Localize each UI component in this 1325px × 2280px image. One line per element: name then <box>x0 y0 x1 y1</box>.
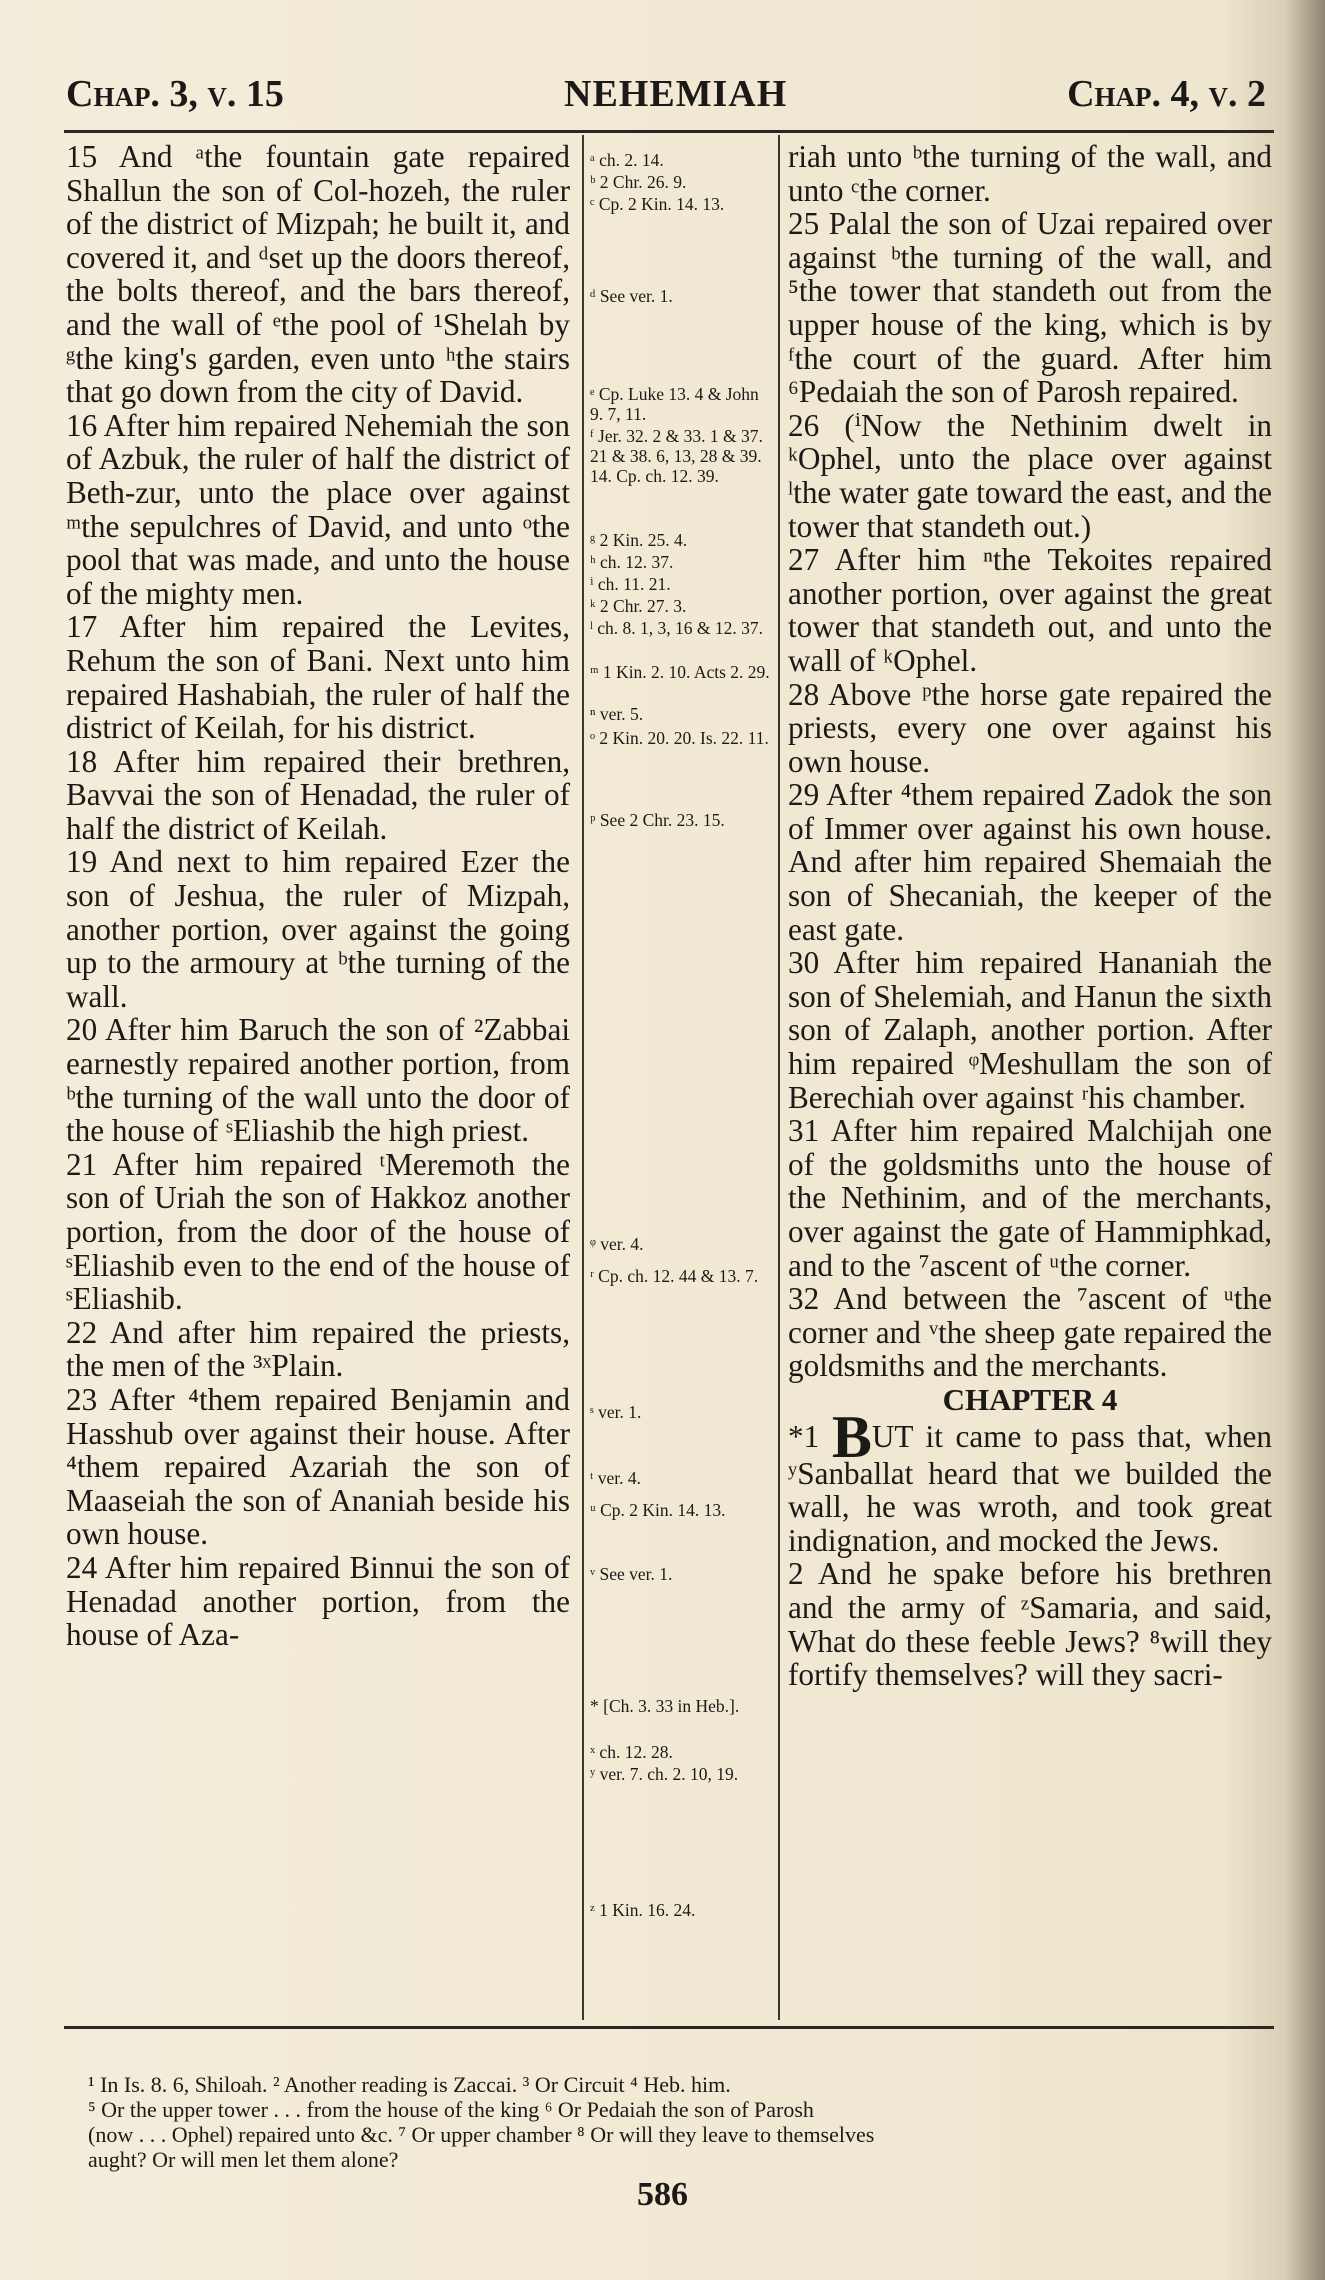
verse: 26 (ⁱNow the Nethinim dwelt in ᵏOphel, unto the place over against ˡthe water gate toward the east, and the tower that standeth out.) <box>788 407 1272 544</box>
chapter-4-verse-1: *1 BUT it came to pass that, when ʸSanballat heard that we builded the wall, he was wroth, and took great indignation, and mocked the Jews. <box>788 1403 1272 1558</box>
margin-note: ᵐ 1 Kin. 2. 10. Acts 2. 29. <box>590 662 770 682</box>
margin-note: ᵘ Cp. 2 Kin. 14. 13. <box>590 1500 726 1520</box>
margin-note: ᵖ See 2 Chr. 23. 15. <box>590 810 725 830</box>
margin-note: * [Ch. 3. 33 in Heb.]. <box>590 1696 740 1716</box>
margin-note: ʰ ch. 12. 37. <box>590 552 674 572</box>
right-text-column <box>788 140 1272 1692</box>
verse: riah unto ᵇthe turning of the wall, and unto ᶜthe corner. <box>788 139 1272 208</box>
margin-note: ᵉ Cp. Luke 13. 4 & John 9. 7, 11. <box>590 384 759 424</box>
header-right: Chap. 4, v. 2 <box>1067 73 1266 115</box>
margin-note: ᵃ ch. 2. 14. <box>590 150 664 170</box>
margin-note: ᵠ ver. 4. <box>590 1234 644 1254</box>
footnotes <box>88 2072 1276 2172</box>
left-text-column <box>66 140 570 1652</box>
margin-note: ˡ ch. 8. 1, 3, 16 & 12. 37. <box>590 618 764 638</box>
margin-note: ᵗ ver. 4. <box>590 1468 641 1488</box>
margin-note: ᶻ 1 Kin. 16. 24. <box>590 1900 696 1920</box>
footnote-line: ⁵ Or the upper tower . . . from the house of the king ⁶ Or Pedaiah the son of Parosh <box>88 2097 814 2122</box>
verse: 22 And after him repaired the priests, the men of the ³ˣPlain. <box>66 1314 570 1384</box>
verse: 24 After him repaired Binnui the son of Henadad another portion, from the house of Aza- <box>66 1549 570 1653</box>
margin-note: ᵛ See ver. 1. <box>590 1564 673 1584</box>
verse: 30 After him repaired Hananiah the son of Shelemiah, and Hanun the sixth son of Zalaph, another portion. After him repaired ᵠMeshullam the son of Berechiah over against ʳhis chamber. <box>788 945 1272 1115</box>
header-book-title: NEHEMIAH <box>564 73 788 115</box>
footnote-line: (now . . . Ophel) repaired unto &c. ⁷ Or upper chamber ⁸ Or will they leave to themselves <box>88 2122 875 2147</box>
margin-note: ᵈ See ver. 1. <box>590 286 673 306</box>
verse: 21 After him repaired ᵗMeremoth the son of Uriah the son of Hakkoz another portion, from the door of the house of ˢEliashib even to the end of the house of ˢEliashib. <box>66 1146 570 1317</box>
verse: 18 After him repaired their brethren, Bavvai the son of Henadad, the ruler of half the district of Keilah. <box>66 743 570 846</box>
header-left: Chap. 3, v. 15 <box>66 73 284 115</box>
margin-note: ᵏ 2 Chr. 27. 3. <box>590 596 687 616</box>
margin-note: ᵒ 2 Kin. 20. 20. Is. 22. 11. <box>590 728 769 748</box>
verse: 27 After him ⁿthe Tekoites repaired another portion, over against the great tower that standeth out, and unto the wall of ᵏOphel. <box>788 542 1272 678</box>
drop-cap: B <box>831 1403 872 1470</box>
margin-note: ʸ ver. 7. ch. 2. 10, 19. <box>590 1764 739 1784</box>
footnote-line: aught? Or will men let them alone? <box>88 2147 399 2172</box>
page-number: 586 <box>637 2176 688 2213</box>
margin-note: ᶠ Jer. 32. 2 & 33. 1 & 37. 21 & 38. 6, 13, 28 & 39. 14. Cp. ch. 12. 39. <box>590 426 763 486</box>
margin-note: ˣ ch. 12. 28. <box>590 1742 673 1762</box>
column-divider-left <box>582 135 584 2020</box>
margin-note: ᶜ Cp. 2 Kin. 14. 13. <box>590 194 725 214</box>
verse: 15 And ᵃthe fountain gate repaired Shallun the son of Col-hozeh, the ruler of the district of Mizpah; he built it, and covered it, and ᵈset up the doors thereof, the bolts thereof, and the bars thereof, and the wall of ᵉthe pool of ¹Shelah by ᵍthe king's garden, even unto ʰthe stairs that go down from the city of David. <box>66 139 570 410</box>
verse-marker: *1 <box>788 1418 820 1454</box>
chapter-heading: CHAPTER 4 <box>942 1381 1118 1417</box>
header-rule <box>64 130 1274 133</box>
verse: 29 After ⁴them repaired Zadok the son of Immer over against his own house. And after him repaired Shemaiah the son of Shecaniah, the keeper of the east gate. <box>788 777 1272 947</box>
verse: 20 After him Baruch the son of ²Zabbai earnestly repaired another portion, from ᵇthe turning of the wall unto the door of the house of ˢEliashib the high priest. <box>66 1012 570 1149</box>
margin-note: ⁿ ver. 5. <box>590 704 644 724</box>
verse: 31 After him repaired Malchijah one of the goldsmiths unto the house of the Nethinim, and of the merchants, over against the gate of Hammiphkad, and to the ⁷ascent of ᵘthe corner. <box>788 1113 1272 1283</box>
verse: 19 And next to him repaired Ezer the son of Jeshua, the ruler of Mizpah, another portion, over against the going up to the armoury at ᵇthe turning of the wall. <box>66 844 570 1014</box>
verse: 2 And he spake before his brethren and the army of ᶻSamaria, and said, What do these feeble Jews? ⁸will they fortify themselves? will they sacri- <box>788 1556 1272 1693</box>
column-divider-right <box>778 135 780 2020</box>
verse: 17 After him repaired the Levites, Rehum the son of Bani. Next unto him repaired Hashabiah, the ruler of half the district of Keilah, for his district. <box>66 609 570 746</box>
footnote-line: ¹ In Is. 8. 6, Shiloah. ² Another reading is Zaccai. ³ Or Circuit ⁴ Heb. him. <box>88 2072 731 2097</box>
running-header <box>66 72 1266 132</box>
verse: 16 After him repaired Nehemiah the son of Azbuk, the ruler of half the district of Beth-zur, unto the place over against ᵐthe sepulchres of David, and unto ᵒthe pool that was made, and unto the house of the mighty men. <box>66 407 570 611</box>
margin-note: ⁱ ch. 11. 21. <box>590 574 671 594</box>
margin-note: ʳ Cp. ch. 12. 44 & 13. 7. <box>590 1266 759 1286</box>
verse: 32 And between the ⁷ascent of ᵘthe corner and ᵛthe sheep gate repaired the goldsmiths and the merchants. <box>788 1281 1272 1384</box>
margin-note: ᵍ 2 Kin. 25. 4. <box>590 530 688 550</box>
margin-note: ˢ ver. 1. <box>590 1402 642 1422</box>
margin-note: ᵇ 2 Chr. 26. 9. <box>590 172 687 192</box>
verse: 25 Palal the son of Uzai repaired over against ᵇthe turning of the wall, and ⁵the tower that standeth out from the upper house of the king, which is by ᶠthe court of the guard. After him ⁶Pedaiah the son of Parosh repaired. <box>788 206 1272 410</box>
verse: 23 After ⁴them repaired Benjamin and Hasshub over against their house. After ⁴them repaired Azariah the son of Maaseiah the son of Ananiah beside his own house. <box>66 1381 570 1552</box>
verse: 28 Above ᵖthe horse gate repaired the priests, every one over against his own house. <box>788 676 1272 779</box>
footnote-rule <box>64 2026 1274 2029</box>
